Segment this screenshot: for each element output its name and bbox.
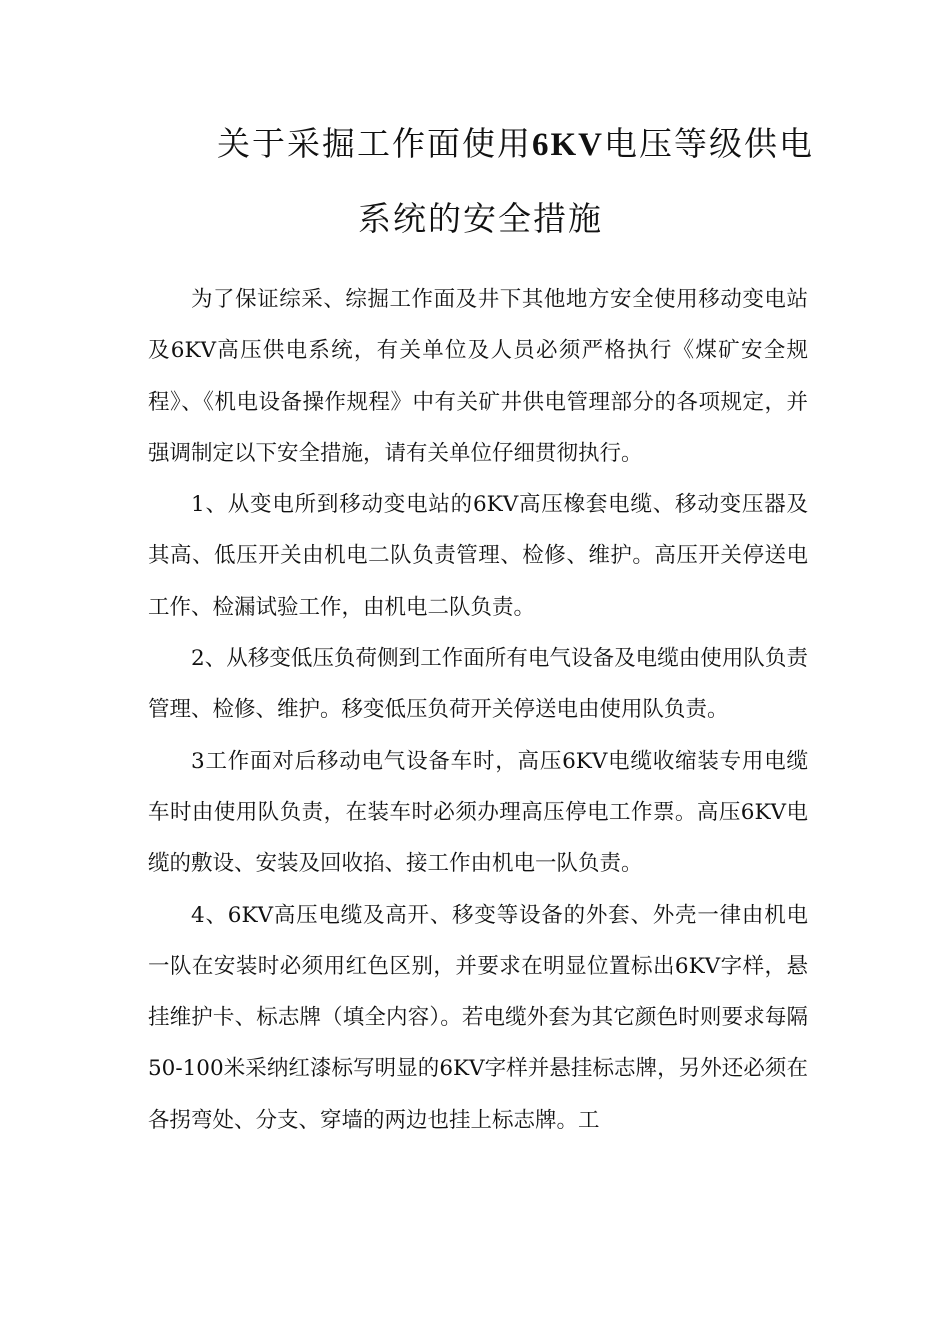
title-text-post: 电压等级供电 bbox=[604, 124, 814, 163]
paragraph-item-1: 1、从变电所到移动变电站的6KV高压橡套电缆、移动变压器及其高、低压开关由机电二队负责管理、检修、维护。高压开关停送电工作、检漏试验工作，由机电二队负责。 bbox=[148, 492, 808, 620]
paragraph-intro: 为了保证综采、综掘工作面及井下其他地方安全使用移动变电站及6KV高压供电系统，有关单位及人员必须严格执行《煤矿安全规程》、《机电设备操作规程》中有关矿井供电管理部分的各项规定，并强调制定以下安全措施，请有关单位仔细贯彻执行。 bbox=[148, 287, 808, 466]
document-body bbox=[148, 274, 808, 1146]
paragraph-item-4: 4、6KV高压电缆及高开、移变等设备的外套、外壳一律由机电一队在安装时必须用红色区别，并要求在明显位置标出6KV字样，悬挂维护卡、标志牌（填全内容）。若电缆外套为其它颜色时则要求每隔50-100米采纳红漆标写明显的6KV字样并悬挂标志牌，另外还必须在各拐弯处、分支、穿墙的两边也挂上标志牌。工 bbox=[148, 902, 808, 1133]
title-voltage-bold: 6KV bbox=[532, 127, 604, 163]
paragraph-item-3: 3工作面对后移动电气设备车时，高压6KV电缆收缩装专用电缆车时由使用队负责，在装车时必须办理高压停电工作票。高压6KV电缆的敷设、安装及回收掐、接工作由机电一队负责。 bbox=[148, 748, 808, 877]
document-title-line-2: 系统的安全措施 bbox=[358, 199, 603, 238]
document-title-line-1 bbox=[217, 124, 814, 163]
paragraph-item-2: 2、从移变低压负荷侧到工作面所有电气设备及电缆由使用队负责管理、检修、维护。移变低压负荷开关停送电由使用队负责。 bbox=[148, 646, 808, 723]
title-text-pre: 关于采掘工作面使用 bbox=[217, 124, 532, 163]
